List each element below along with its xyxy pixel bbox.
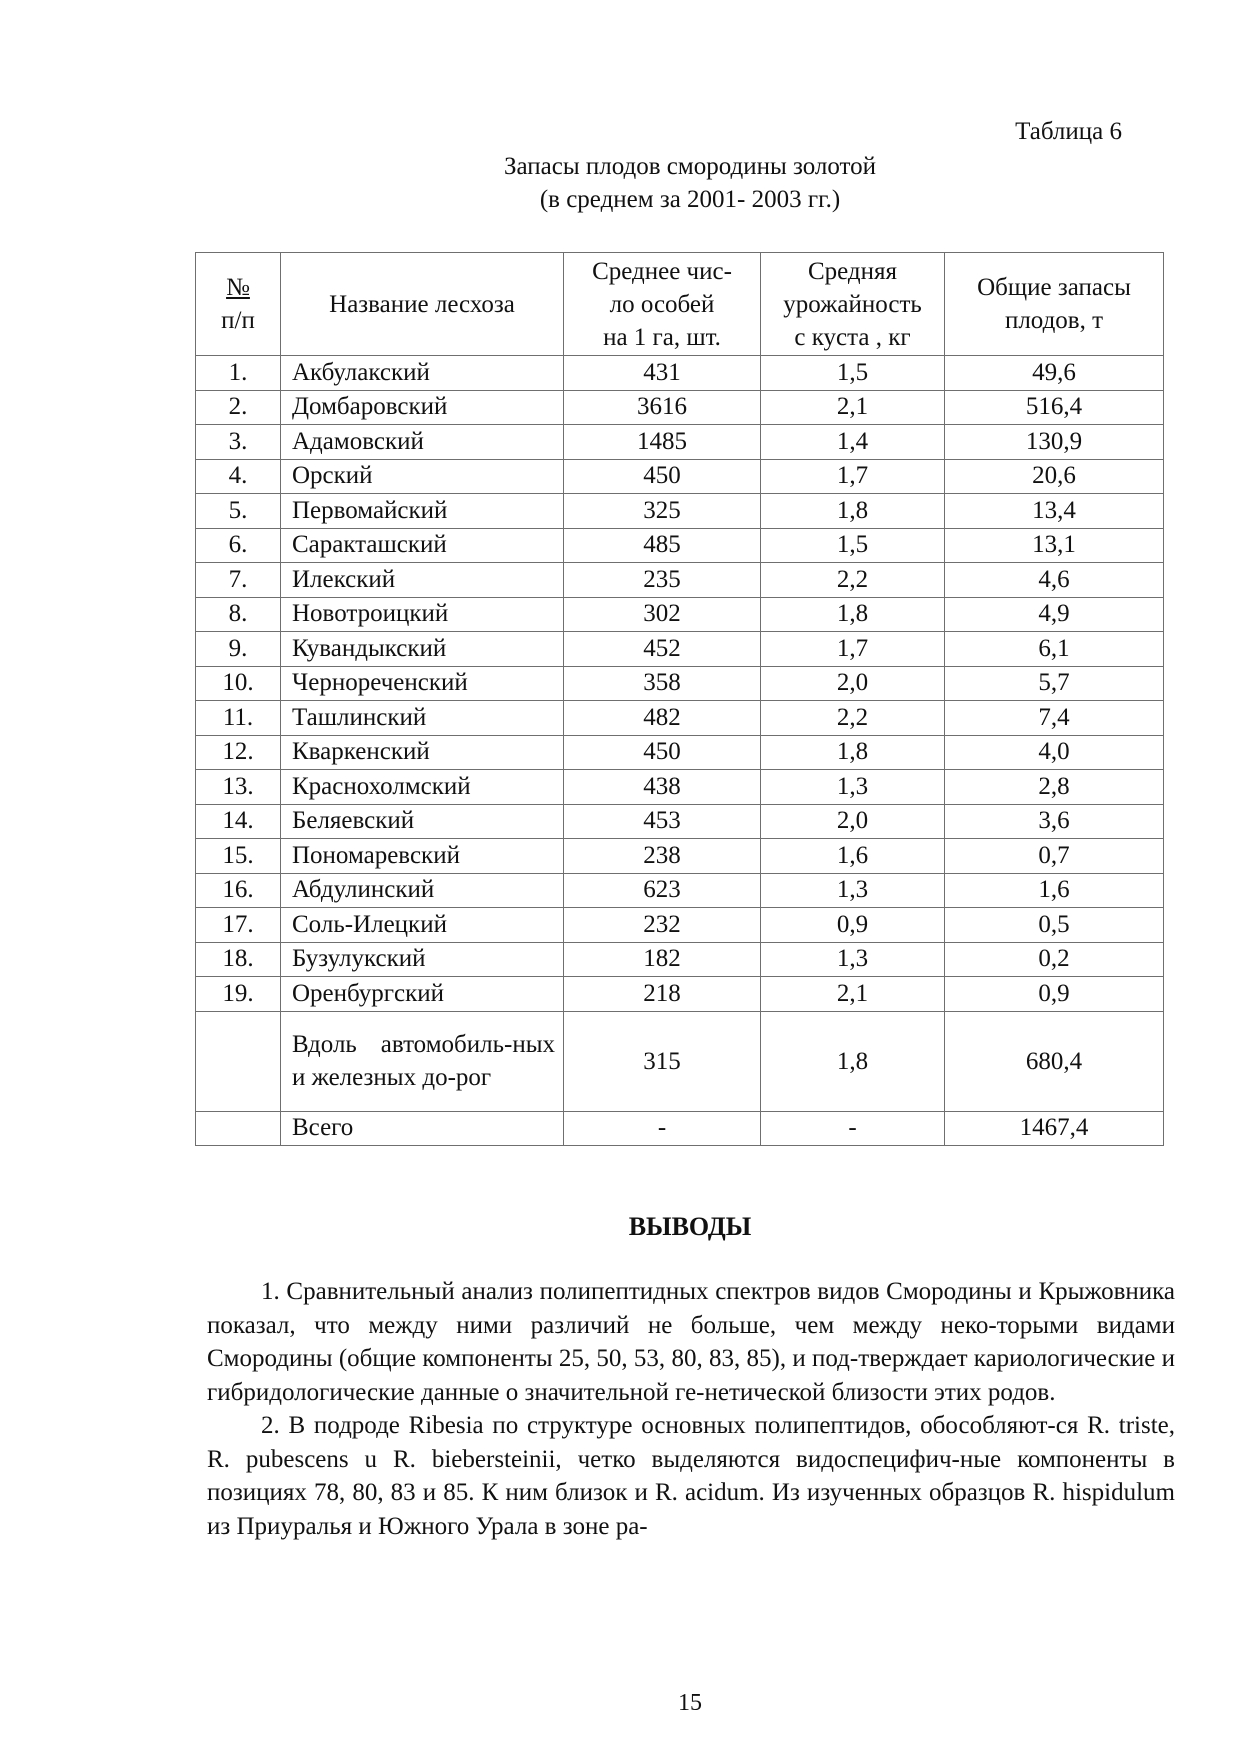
cell-name: Соль-Илецкий <box>281 908 564 943</box>
cell-total: 680,4 <box>945 1011 1164 1111</box>
cell-density: 450 <box>564 735 761 770</box>
header-density-line: ло особей <box>609 290 715 318</box>
cell-number: 9. <box>196 632 281 667</box>
cell-yield: 2,2 <box>761 701 945 736</box>
cell-name: Адамовский <box>281 425 564 460</box>
table-row <box>196 597 1164 632</box>
cell-yield: 1,7 <box>761 459 945 494</box>
cell-total: 0,5 <box>945 908 1164 943</box>
table-row <box>196 459 1164 494</box>
cell-number: 8. <box>196 597 281 632</box>
cell-yield: 1,8 <box>761 597 945 632</box>
cell-total: 49,6 <box>945 356 1164 391</box>
cell-number: 2. <box>196 390 281 425</box>
cell-number: 15. <box>196 839 281 874</box>
cell-total: 5,7 <box>945 666 1164 701</box>
cell-total: 4,6 <box>945 563 1164 598</box>
cell-total: 4,0 <box>945 735 1164 770</box>
table-row <box>196 666 1164 701</box>
table-row-roads <box>196 1011 1164 1111</box>
cell-yield: 1,8 <box>761 494 945 529</box>
cell-density: 438 <box>564 770 761 805</box>
fruit-stock-table <box>195 252 1164 1146</box>
cell-total: 6,1 <box>945 632 1164 667</box>
page-number: 15 <box>678 1690 702 1716</box>
cell-number: 10. <box>196 666 281 701</box>
cell-number: 16. <box>196 873 281 908</box>
cell-density: 3616 <box>564 390 761 425</box>
cell-total: 130,9 <box>945 425 1164 460</box>
cell-number: 5. <box>196 494 281 529</box>
cell-total: 7,4 <box>945 701 1164 736</box>
table-row <box>196 942 1164 977</box>
cell-name: Илекский <box>281 563 564 598</box>
cell-density: 325 <box>564 494 761 529</box>
cell-name: Ташлинский <box>281 701 564 736</box>
table-label: Таблица 6 <box>1015 118 1122 145</box>
cell-total: 516,4 <box>945 390 1164 425</box>
cell-name: Новотроицкий <box>281 597 564 632</box>
cell-density: 302 <box>564 597 761 632</box>
cell-number: 13. <box>196 770 281 805</box>
table-row <box>196 356 1164 391</box>
table-row <box>196 839 1164 874</box>
cell-density: 238 <box>564 839 761 874</box>
cell-density: 485 <box>564 528 761 563</box>
cell-yield: 1,7 <box>761 632 945 667</box>
cell-yield: 1,3 <box>761 873 945 908</box>
cell-density: 235 <box>564 563 761 598</box>
cell-yield: 1,8 <box>761 1011 945 1111</box>
header-number <box>196 253 281 356</box>
cell-name: Саракташский <box>281 528 564 563</box>
header-yield-line: с куста , кг <box>794 323 911 351</box>
cell-total: 4,9 <box>945 597 1164 632</box>
cell-number: 17. <box>196 908 281 943</box>
header-number-sub: п/п <box>221 307 255 334</box>
table-row <box>196 563 1164 598</box>
table-row <box>196 804 1164 839</box>
cell-density: 182 <box>564 942 761 977</box>
table-row <box>196 494 1164 529</box>
cell-density: 452 <box>564 632 761 667</box>
cell-yield: 2,1 <box>761 977 945 1012</box>
cell-yield: 1,6 <box>761 839 945 874</box>
cell-yield: 1,4 <box>761 425 945 460</box>
table-row <box>196 701 1164 736</box>
table-header-row <box>196 253 1164 356</box>
cell-number: 7. <box>196 563 281 598</box>
cell-total: 3,6 <box>945 804 1164 839</box>
cell-yield: 2,1 <box>761 390 945 425</box>
cell-yield: 2,0 <box>761 804 945 839</box>
cell-density: 232 <box>564 908 761 943</box>
cell-density: 1485 <box>564 425 761 460</box>
header-density-line: Среднее чис- <box>592 257 732 285</box>
table-row <box>196 425 1164 460</box>
conclusions-heading: ВЫВОДЫ <box>628 1212 752 1241</box>
cell-number <box>196 1111 281 1146</box>
cell-number: 14. <box>196 804 281 839</box>
table-body <box>196 356 1164 1146</box>
cell-number: 4. <box>196 459 281 494</box>
cell-density: 218 <box>564 977 761 1012</box>
conclusion-paragraph-2: 2. В подроде Ribesia по структуре основных полипептидов, обособляют-ся R. triste, R. pubescens u R. biebersteinii, четко выделяются видоспецифич-ные компоненты в позициях 78, 80, 83 и 85. К ним близок и R. acidum. Из изученных образцов R. hispidulum из Приуралья и Южного Урала в зоне ра- <box>207 1412 1175 1540</box>
cell-total: 0,9 <box>945 977 1164 1012</box>
cell-name: Акбулакский <box>281 356 564 391</box>
cell-name: Абдулинский <box>281 873 564 908</box>
cell-density: 358 <box>564 666 761 701</box>
cell-name: Пономаревский <box>281 839 564 874</box>
cell-number: 3. <box>196 425 281 460</box>
header-number-sign: № <box>226 274 250 301</box>
table-title-line-2: (в среднем за 2001- 2003 гг.) <box>539 186 841 213</box>
cell-name: Домбаровский <box>281 390 564 425</box>
cell-density: 453 <box>564 804 761 839</box>
cell-density: 315 <box>564 1011 761 1111</box>
cell-density: 482 <box>564 701 761 736</box>
cell-density: 450 <box>564 459 761 494</box>
cell-yield: 1,3 <box>761 942 945 977</box>
cell-name: Всего <box>281 1111 564 1146</box>
cell-total: 20,6 <box>945 459 1164 494</box>
cell-density: 623 <box>564 873 761 908</box>
table-row <box>196 390 1164 425</box>
cell-name: Бузулукский <box>281 942 564 977</box>
cell-name: Беляевский <box>281 804 564 839</box>
cell-yield: 1,3 <box>761 770 945 805</box>
header-name: Название лесхоза <box>281 253 564 356</box>
cell-number: 6. <box>196 528 281 563</box>
cell-total: 1,6 <box>945 873 1164 908</box>
cell-total: 2,8 <box>945 770 1164 805</box>
header-yield-line: Средняя <box>807 257 898 285</box>
cell-number: 18. <box>196 942 281 977</box>
cell-number <box>196 1011 281 1111</box>
header-density <box>564 253 761 356</box>
table-title <box>0 150 1241 216</box>
header-total-line: плодов, т <box>1004 307 1104 334</box>
cell-yield: 1,8 <box>761 735 945 770</box>
cell-total: 13,4 <box>945 494 1164 529</box>
table-row <box>196 528 1164 563</box>
cell-number: 12. <box>196 735 281 770</box>
header-total-line: Общие запасы <box>977 274 1131 301</box>
cell-name: Чернореченский <box>281 666 564 701</box>
cell-number: 19. <box>196 977 281 1012</box>
cell-number: 11. <box>196 701 281 736</box>
cell-name: Оренбургский <box>281 977 564 1012</box>
table-title-line-1: Запасы плодов смородины золотой <box>503 153 877 180</box>
table-row <box>196 770 1164 805</box>
cell-total: 13,1 <box>945 528 1164 563</box>
cell-total: 0,2 <box>945 942 1164 977</box>
table-row <box>196 735 1164 770</box>
table-row <box>196 977 1164 1012</box>
header-yield-line: урожайность <box>783 290 922 318</box>
table-row <box>196 908 1164 943</box>
header-yield <box>761 253 945 356</box>
cell-yield: 1,5 <box>761 528 945 563</box>
cell-number: 1. <box>196 356 281 391</box>
cell-yield: 1,5 <box>761 356 945 391</box>
cell-yield: 0,9 <box>761 908 945 943</box>
cell-yield: - <box>761 1111 945 1146</box>
cell-total: 1467,4 <box>945 1111 1164 1146</box>
cell-density: - <box>564 1111 761 1146</box>
cell-name: Кваркенский <box>281 735 564 770</box>
cell-total: 0,7 <box>945 839 1164 874</box>
cell-name: Краснохолмский <box>281 770 564 805</box>
table-row-total <box>196 1111 1164 1146</box>
cell-yield: 2,0 <box>761 666 945 701</box>
cell-yield: 2,2 <box>761 563 945 598</box>
cell-name: Первомайский <box>281 494 564 529</box>
cell-density: 431 <box>564 356 761 391</box>
conclusions-body <box>207 1275 1175 1543</box>
cell-name: Вдоль автомобиль-ных и железных до-рог <box>281 1011 564 1111</box>
header-total <box>945 253 1164 356</box>
cell-name: Орский <box>281 459 564 494</box>
conclusion-paragraph-1: 1. Сравнительный анализ полипептидных спектров видов Смородины и Крыжовника показал, что между ними различий не больше, чем между неко-торыми видами Смородины (общие компоненты 25, 50, 53, 80, 83, 85), и под-тверждает кариологические и гибридологические данные о значительной ге-нетической близости этих родов. <box>207 1278 1175 1406</box>
cell-name: Кувандыкский <box>281 632 564 667</box>
table-row <box>196 873 1164 908</box>
header-density-line: на 1 га, шт. <box>603 323 721 351</box>
table-row <box>196 632 1164 667</box>
